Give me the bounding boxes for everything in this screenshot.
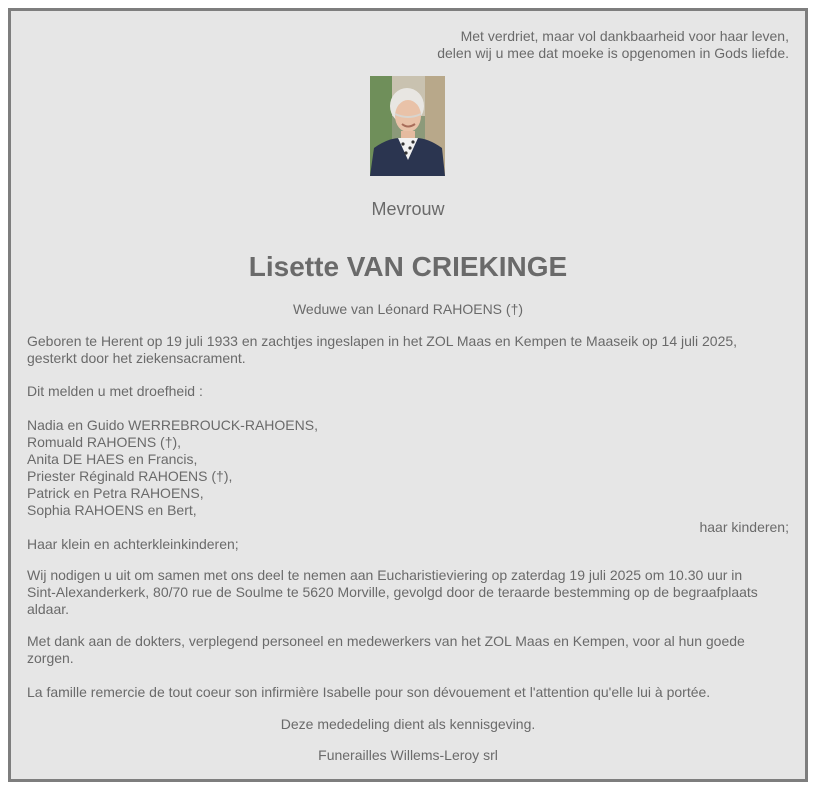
- child-entry: Anita DE HAES en Francis,: [27, 451, 198, 467]
- grandchildren-text: Haar klein en achterkleinkinderen;: [27, 536, 239, 552]
- thanks-paragraph: [27, 633, 789, 667]
- obituary-card: [8, 8, 808, 782]
- invitation-paragraph: [27, 567, 789, 618]
- deceased-name: Lisette VAN CRIEKINGE: [248, 251, 568, 282]
- child-entry: Nadia en Guido WERREBROUCK-RAHOENS,: [27, 417, 318, 433]
- announce-text: Dit melden u met droefheid :: [27, 383, 203, 399]
- child-entry: Patrick en Petra RAHOENS,: [27, 485, 204, 501]
- child-entry: Priester Réginald RAHOENS (†),: [27, 468, 233, 484]
- children-label: haar kinderen;: [699, 519, 789, 535]
- child-entry: Romuald RAHOENS (†),: [27, 434, 182, 450]
- widow-of: Weduwe van Léonard RAHOENS (†): [292, 301, 524, 317]
- child-entry: Sophia RAHOENS en Bert,: [27, 502, 197, 518]
- children-list: [27, 417, 789, 553]
- birth-line-1: Geboren te Herent op 19 juli 1933 en zachtjes ingeslapen in het ZOL Maas en Kempen te Maaseik op 14 juli 2025,: [27, 333, 738, 349]
- birth-paragraph: [27, 333, 789, 367]
- salutation: Mevrouw: [371, 199, 445, 219]
- french-thanks: La famille remercie de tout coeur son infirmière Isabelle pour son dévouement et l'attention qu'elle lui à portée.: [27, 684, 711, 700]
- notice-text: Deze mededeling dient als kennisgeving.: [280, 716, 536, 732]
- invitation-line-3: aldaar.: [27, 601, 70, 617]
- thanks-line-2: zorgen.: [27, 650, 74, 666]
- portrait-photo: [370, 76, 445, 176]
- funeral-home: Funerailles Willems-Leroy srl: [318, 747, 498, 763]
- intro-text: [437, 28, 789, 62]
- intro-line-1: Met verdriet, maar vol dankbaarheid voor haar leven,: [460, 28, 789, 44]
- intro-line-2: delen wij u mee dat moeke is opgenomen in Gods liefde.: [437, 45, 789, 61]
- thanks-line-1: Met dank aan de dokters, verplegend personeel en medewerkers van het ZOL Maas en Kempen, voor al hun goede: [27, 633, 745, 649]
- birth-line-2: gesterkt door het ziekensacrament.: [27, 350, 246, 366]
- invitation-line-1: Wij nodigen u uit om samen met ons deel te nemen aan Eucharistieviering op zaterdag 19 juli 2025 om 10.30 uur in: [27, 567, 743, 583]
- invitation-line-2: Sint-Alexanderkerk, 80/70 rue de Soulme te 5620 Morville, gevolgd door de teraarde bestemming op de begraafplaats: [27, 584, 758, 600]
